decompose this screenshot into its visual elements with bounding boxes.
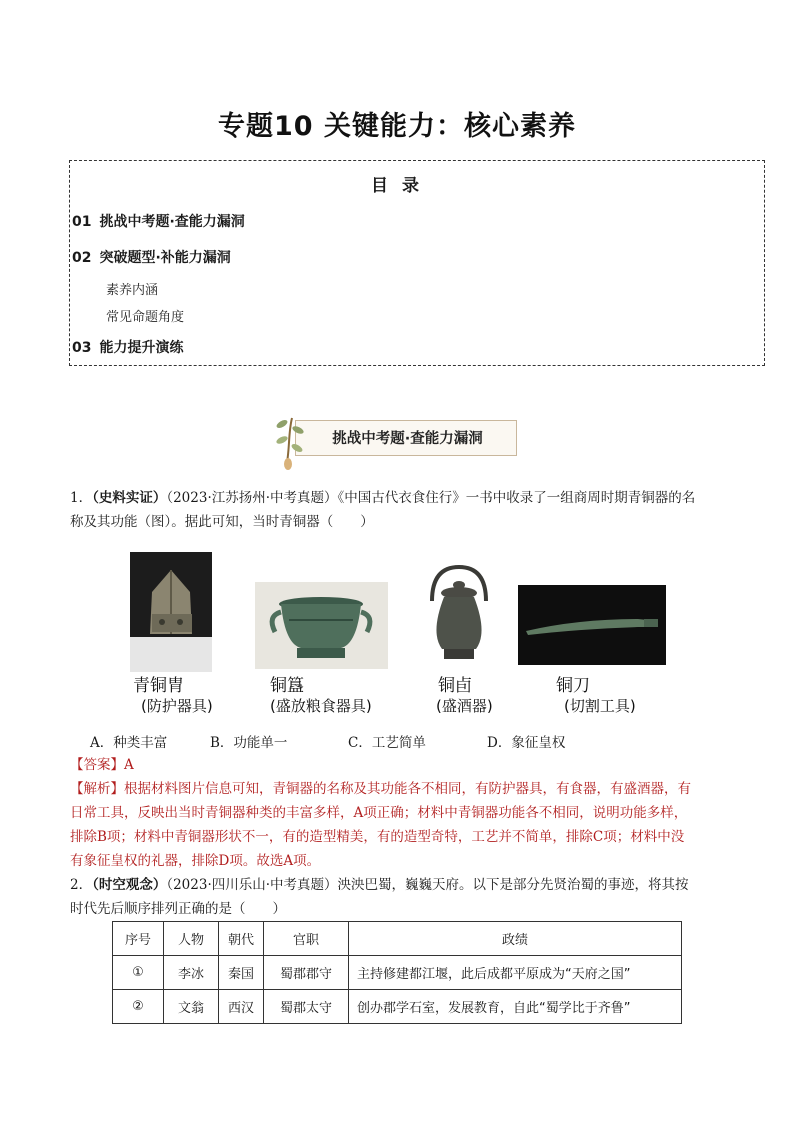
option-b[interactable]: B．功能单一 <box>210 735 288 751</box>
analysis-line: 根据材料图片信息可知，青铜器的名称及其功能各不相同，有防护器具，有食器，有盛酒器，有 <box>124 781 691 797</box>
table-cell: 西汉 <box>219 990 264 1024</box>
figure-caption-knife <box>556 676 636 716</box>
analysis-line: 日常工具，反映出当时青铜器种类的丰富多样，A项正确；材料中青铜器功能各不相同，说明功能多样， <box>70 805 688 821</box>
policy-table <box>112 921 682 1024</box>
toc-heading: 目 录 <box>371 176 423 196</box>
bronze-helmet-icon <box>130 552 212 672</box>
bronze-gui-icon <box>255 582 388 669</box>
question-stem-line: 称及其功能（图）。据此可知，当时青铜器（ ） <box>70 514 374 530</box>
question-source: （2023·四川乐山·中考真题） <box>166 877 338 893</box>
bronze-you-icon <box>424 563 494 664</box>
table-header: 官职 <box>264 922 349 956</box>
table-header: 序号 <box>113 922 164 956</box>
analysis-line: 有象征皇权的礼器，排除D项。故选A项。 <box>70 853 321 869</box>
figure-caption-helmet <box>133 676 213 716</box>
toc-item-01[interactable] <box>72 211 245 231</box>
analysis-line: 排除B项；材料中青铜器形状不一，有的造型精美，有的造型奇特，工艺并不简单，排除C项；材料中没 <box>70 829 685 845</box>
page-title: 专题10 关键能力：核心素养 <box>218 111 576 142</box>
toc-item-label: 突破题型·补能力漏洞 <box>99 250 231 266</box>
figure-function: (切割工具) <box>564 697 636 715</box>
toc-item-02[interactable] <box>72 247 231 267</box>
table-cell: 文翁 <box>164 990 219 1024</box>
answer-label: 【答案】 <box>70 757 124 773</box>
table-cell: 李冰 <box>164 956 219 990</box>
question-stem-line: 时代先后顺序排列正确的是（ ） <box>70 901 286 917</box>
table-header: 政绩 <box>349 922 682 956</box>
question-stem-line: 泱泱巴蜀，巍巍天府。以下是部分先贤治蜀的事迹，将其按 <box>337 877 689 893</box>
analysis-block <box>70 777 730 873</box>
bronze-you-image <box>424 563 494 664</box>
table-header: 朝代 <box>219 922 264 956</box>
figure-name: 铜刀 <box>556 676 590 696</box>
question-tag: （史料实证） <box>92 490 167 506</box>
analysis-label: 【解析】 <box>70 781 124 797</box>
table-cell: ② <box>113 990 164 1024</box>
table-cell: 蜀郡郡守 <box>264 956 349 990</box>
bronze-gui-image <box>255 582 388 669</box>
toc-item-label: 挑战中考题·查能力漏洞 <box>99 214 245 230</box>
option-a[interactable]: A．种类丰富 <box>90 735 168 751</box>
figure-function: (盛酒器) <box>436 697 493 715</box>
figure-name: 铜卣 <box>438 676 472 696</box>
table-cell: 创办郡学石室，发展教育，自此“蜀学比于齐鲁” <box>349 990 682 1024</box>
answer-line <box>70 753 134 777</box>
table-cell: 秦国 <box>219 956 264 990</box>
option-c[interactable]: C．工艺简单 <box>348 735 426 751</box>
question-stem-line: 《中国古代衣食住行》一书中收录了一组商周时期青铜器的名 <box>337 490 696 506</box>
table-cell: 主持修建都江堰，此后成都平原成为“天府之国” <box>349 956 682 990</box>
toc-item-number: 02 <box>72 250 92 266</box>
table-cell: ① <box>113 956 164 990</box>
toc-item-03[interactable] <box>72 337 183 357</box>
question-1-stem <box>70 486 730 534</box>
table-cell: 蜀郡太守 <box>264 990 349 1024</box>
figure-name: 青铜胄 <box>133 676 184 696</box>
figure-caption-you <box>438 676 493 716</box>
bronze-knife-icon <box>518 585 666 665</box>
toc-item-number: 03 <box>72 340 92 356</box>
figure-function: (防护器具) <box>141 697 213 715</box>
answer-value: A <box>124 757 134 773</box>
bronze-helmet-image <box>130 552 212 672</box>
figure-name: 铜簋 <box>270 676 304 696</box>
figure-caption-gui <box>270 676 372 716</box>
table-row <box>113 956 682 990</box>
toc-subitem-connotation[interactable]: 素养内涵 <box>106 283 159 298</box>
section-banner-title: 挑战中考题·查能力漏洞 <box>332 431 483 447</box>
table-row <box>113 990 682 1024</box>
toc-item-label: 能力提升演练 <box>99 340 184 356</box>
option-d[interactable]: D．象征皇权 <box>487 735 566 751</box>
question-number: 1． <box>70 490 93 506</box>
table-header: 人物 <box>164 922 219 956</box>
question-tag: （时空观念） <box>92 877 167 893</box>
table-header-row <box>113 922 682 956</box>
toc-subitem-angles[interactable]: 常见命题角度 <box>106 310 185 325</box>
bronze-knife-image <box>518 585 666 665</box>
toc-item-number: 01 <box>72 214 92 230</box>
figure-function: (盛放粮食器具) <box>270 697 372 715</box>
question-2-stem <box>70 873 730 921</box>
question-number: 2． <box>70 877 93 893</box>
question-source: （2023·江苏扬州·中考真题） <box>166 490 338 506</box>
